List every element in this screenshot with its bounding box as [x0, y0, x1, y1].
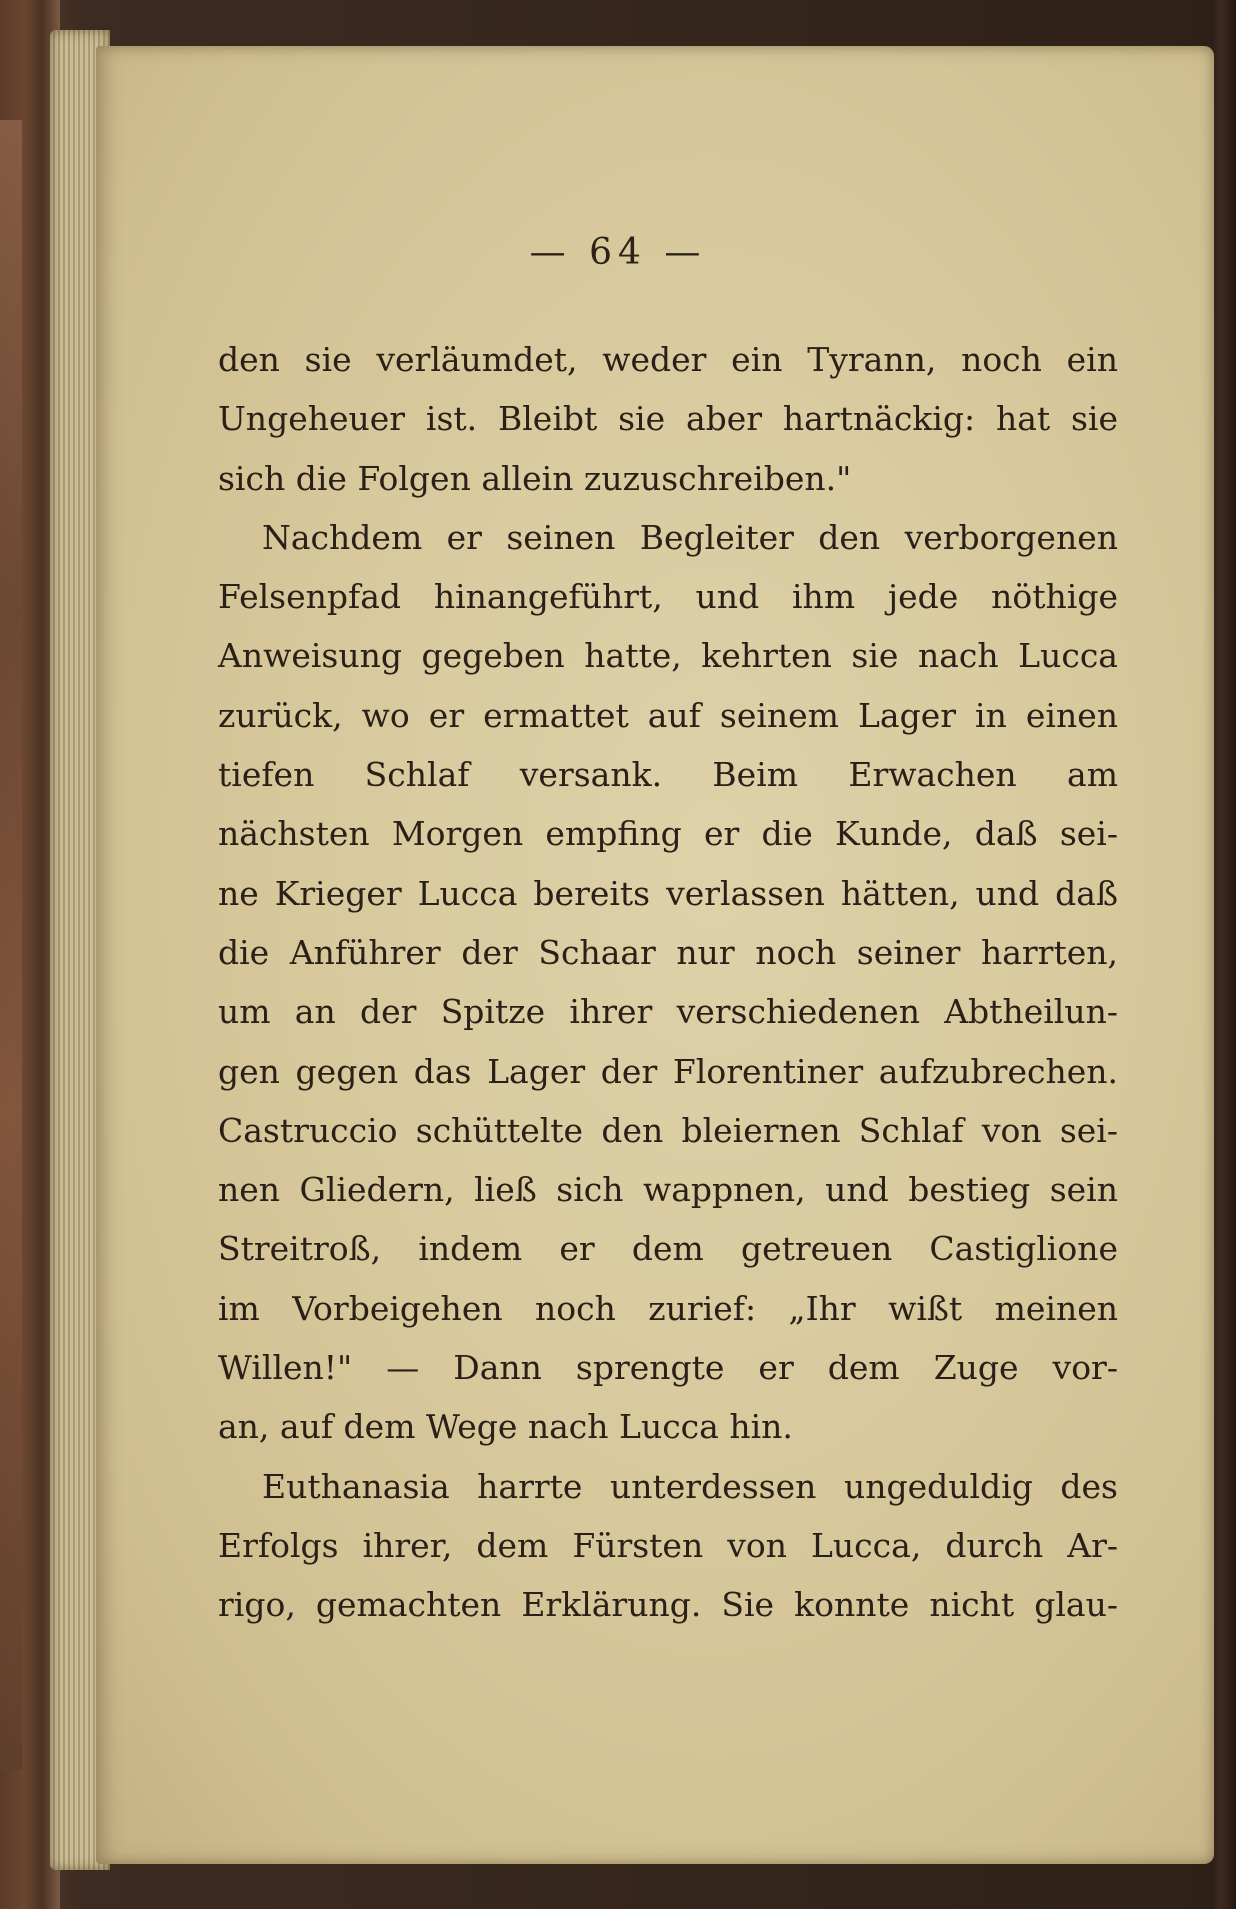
- text-line: um an der Spitze ihrer verschiedenen Abtheilun-: [218, 992, 1118, 1032]
- text-line: Ungeheuer ist. Bleibt sie aber hartnäckig: hat sie: [218, 399, 1118, 439]
- text-line: den sie verläumdet, weder ein Tyrann, noch ein: [218, 340, 1118, 379]
- text-line: ne Krieger Lucca bereits verlassen hätten, und daß: [218, 873, 1118, 913]
- text-line: Willen!" — Dann sprengte er dem Zuge vor-: [218, 1348, 1118, 1388]
- text-line: die Anführer der Schaar nur noch seiner harrten,: [218, 932, 1118, 972]
- text-line: nen Gliedern, ließ sich wappnen, und bestieg sein: [218, 1170, 1118, 1210]
- page-text: [218, 330, 1118, 1635]
- text-line: rigo, gemachten Erklärung. Sie konnte nicht glau-: [218, 1585, 1118, 1625]
- text-line: Anweisung gegeben hatte, kehrten sie nach Lucca: [218, 636, 1118, 676]
- text-line: sich die Folgen allein zuzuschreiben.": [218, 458, 852, 498]
- text-line: tiefen Schlaf versank. Beim Erwachen am: [218, 755, 1118, 795]
- text-line: gen gegen das Lager der Florentiner aufzubrechen.: [218, 1051, 1118, 1091]
- text-line: im Vorbeigehen noch zurief: „Ihr wißt meinen: [218, 1288, 1118, 1328]
- text-line: zurück, wo er ermattet auf seinem Lager in einen: [218, 695, 1118, 735]
- text-line: Nachdem er seinen Begleiter den verborgenen: [262, 517, 1118, 557]
- text-line: Felsenpfad hinangeführt, und ihm jede nöthige: [218, 577, 1118, 617]
- text-line: Castruccio schüttelte den bleiernen Schlaf von sei-: [218, 1110, 1118, 1150]
- text-line: Streitroß, indem er dem getreuen Castiglione: [218, 1229, 1118, 1269]
- text-line: Erfolgs ihrer, dem Fürsten von Lucca, durch Ar-: [218, 1525, 1118, 1565]
- text-line: Euthanasia harrte unterdessen ungeduldig des: [262, 1466, 1118, 1506]
- text-line: nächsten Morgen empfing er die Kunde, daß sei-: [218, 814, 1118, 854]
- page-number: — 64 —: [529, 232, 707, 273]
- text-line: an, auf dem Wege nach Lucca hin.: [218, 1407, 793, 1447]
